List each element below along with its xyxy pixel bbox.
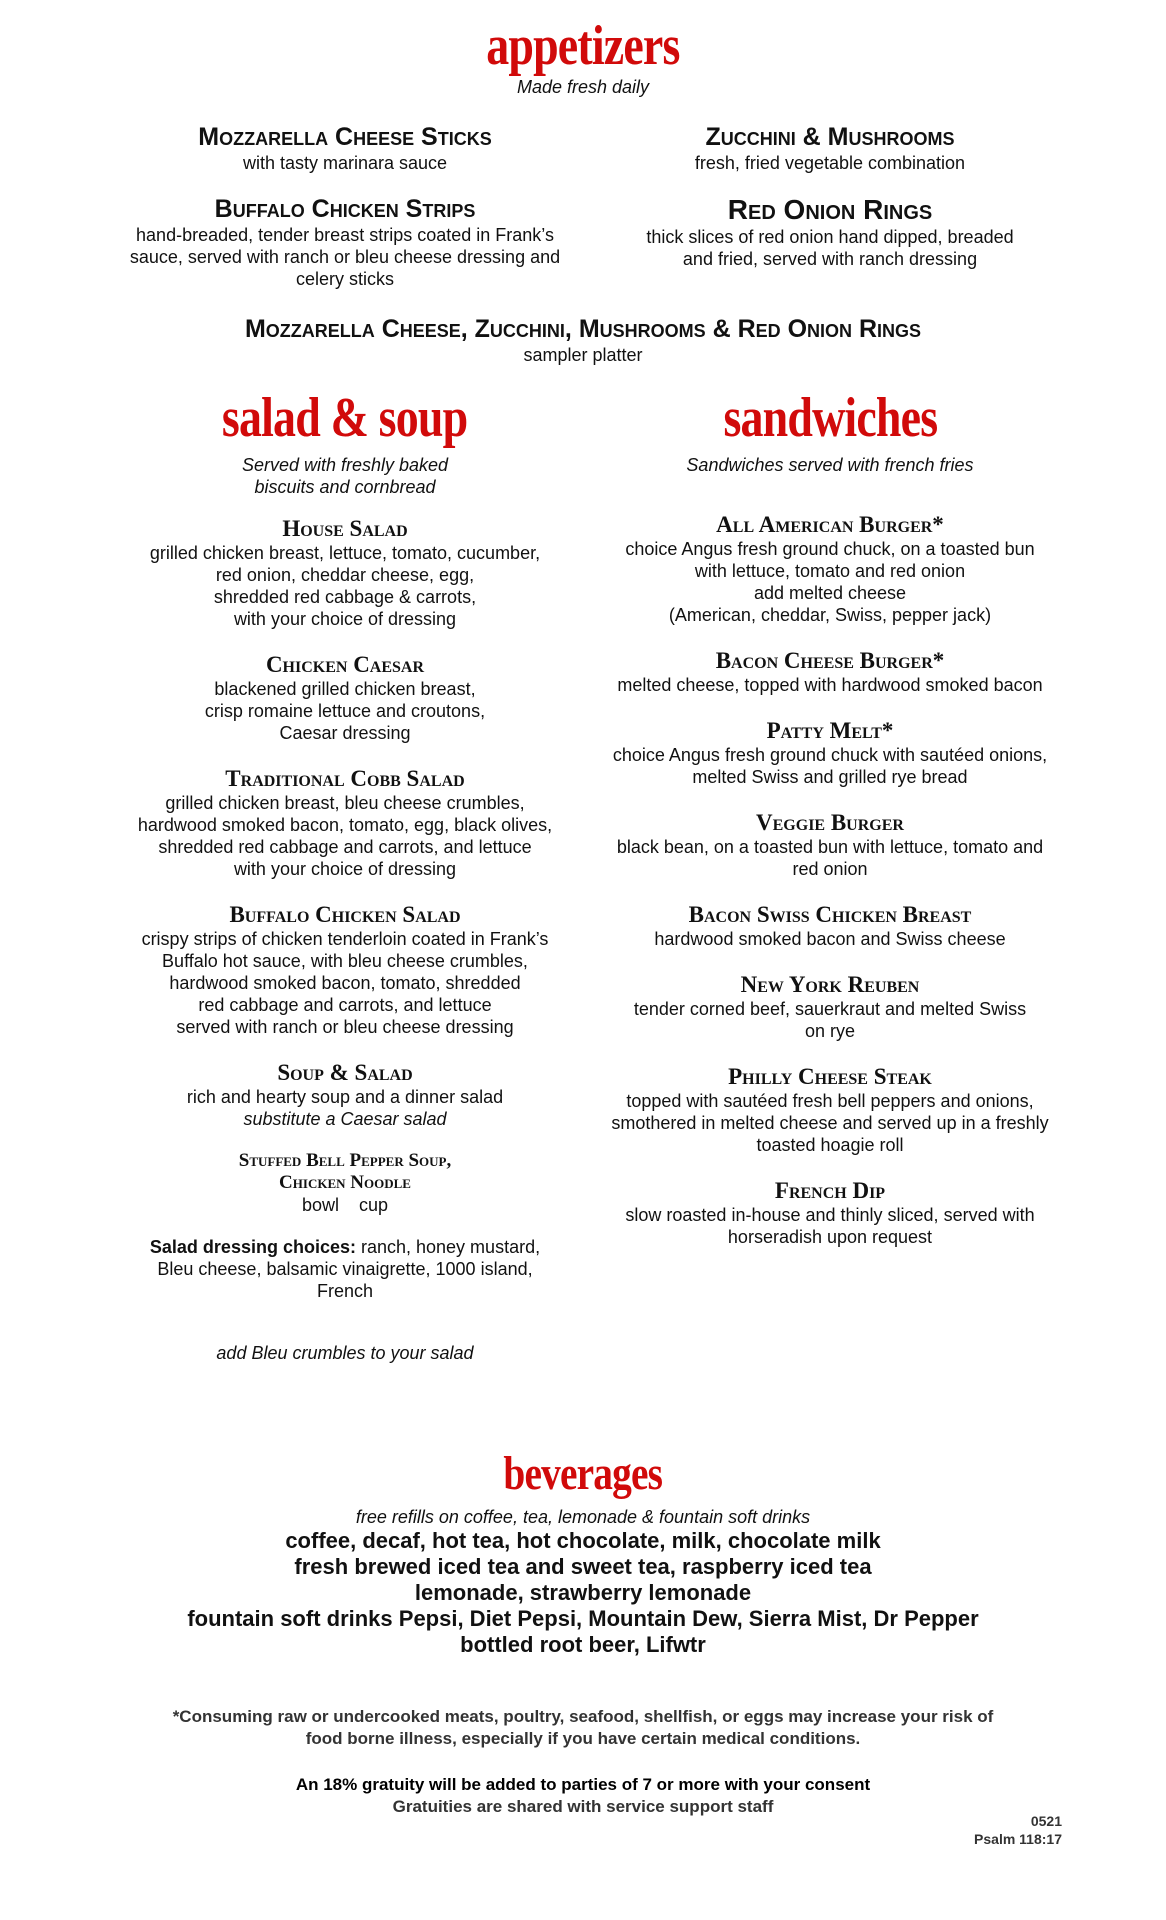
beverages-section xyxy=(0,1447,1166,1658)
item-description: with your choice of dressing xyxy=(233,859,457,879)
item-description: tender corned beef, sauerkraut and melted Swiss xyxy=(633,999,1027,1019)
item-description: red onion, cheddar cheese, egg, xyxy=(215,565,475,585)
item-title: Bacon Swiss Chicken Breast xyxy=(688,902,972,927)
item-description: with tasty marinara sauce xyxy=(242,153,448,173)
menu-code xyxy=(974,1812,1062,1848)
item-description: served with ranch or bleu cheese dressing xyxy=(176,1017,514,1037)
item-title: Philly Cheese Steak xyxy=(728,1064,932,1089)
gratuity-note: An 18% gratuity will be added to parties of 7 or more with your consent xyxy=(295,1775,871,1794)
item-note: substitute a Caesar salad xyxy=(243,1109,447,1129)
item-description: slow roasted in-house and thinly sliced, served with xyxy=(625,1205,1035,1225)
dressing-text: Bleu cheese, balsamic vinaigrette, 1000 island, xyxy=(157,1259,533,1279)
item-description: hardwood smoked bacon and Swiss cheese xyxy=(654,929,1006,949)
item-description: grilled chicken breast, bleu cheese crumbles, xyxy=(165,793,525,813)
item-title: Chicken Noodle xyxy=(279,1172,411,1193)
appetizers-subtitle: Made fresh daily xyxy=(516,77,650,97)
item-title: Buffalo Chicken Strips xyxy=(214,195,476,223)
item-description: add melted cheese xyxy=(753,583,907,603)
item-description: hardwood smoked bacon, tomato, egg, black olives, xyxy=(137,815,553,835)
item-description: Caesar dressing xyxy=(279,723,411,743)
version-code: 0521 xyxy=(1030,1813,1062,1829)
dressing-text: French xyxy=(316,1281,374,1301)
item-title: Soup & Salad xyxy=(277,1060,413,1085)
item-description: grilled chicken breast, lettuce, tomato, cucumber, xyxy=(149,543,541,563)
beverage-line: lemonade, strawberry lemonade xyxy=(414,1580,752,1605)
item-description: horseradish upon request xyxy=(727,1227,933,1247)
item-description: shredded red cabbage & carrots, xyxy=(213,587,477,607)
consumer-warning: *Consuming raw or undercooked meats, poultry, seafood, shellfish, or eggs may increase your risk of xyxy=(172,1707,994,1726)
item-title: Patty Melt* xyxy=(766,718,894,743)
item-title: Red Onion Rings xyxy=(727,194,933,225)
item-description: with your choice of dressing xyxy=(233,609,457,629)
salad-soup-title: salad & soup xyxy=(222,387,468,449)
soups-item xyxy=(110,1150,580,1216)
item-description: blackened grilled chicken breast, xyxy=(214,679,476,699)
dressing-label: Salad dressing choices: xyxy=(149,1237,356,1257)
item-description: melted Swiss and grilled rye bread xyxy=(692,767,968,787)
item-description: red cabbage and carrots, and lettuce xyxy=(198,995,492,1015)
item-description: melted cheese, topped with hardwood smoked bacon xyxy=(617,675,1043,695)
salad-soup-column xyxy=(110,387,580,1364)
item-description: crisp romaine lettuce and croutons, xyxy=(204,701,486,721)
menu-item xyxy=(594,902,1066,950)
menu-item xyxy=(110,652,580,744)
item-description: toasted hoagie roll xyxy=(756,1135,904,1155)
sampler-platter xyxy=(0,314,1166,366)
item-description: shredded red cabbage and carrots, and lettuce xyxy=(158,837,532,857)
sandwiches-subtitle: Sandwiches served with french fries xyxy=(686,455,974,475)
sandwiches-title: sandwiches xyxy=(723,387,937,449)
item-description: choice Angus fresh ground chuck, on a toasted bun xyxy=(625,539,1035,559)
menu-item xyxy=(594,1064,1066,1156)
item-title: New York Reuben xyxy=(740,972,920,997)
item-description: thick slices of red onion hand dipped, breaded and fried, served with ranch dressing xyxy=(646,227,1014,269)
item-title: Traditional Cobb Salad xyxy=(225,766,465,791)
beverage-line: coffee, decaf, hot tea, hot chocolate, milk, chocolate milk xyxy=(285,1528,881,1553)
addon-note: add Bleu crumbles to your salad xyxy=(216,1343,474,1363)
item-description: (American, cheddar, Swiss, pepper jack) xyxy=(668,605,992,625)
item-description: black bean, on a toasted bun with lettuce, tomato and xyxy=(616,837,1044,857)
item-title: All American Burger* xyxy=(716,512,944,537)
sandwiches-column xyxy=(594,387,1066,1248)
appetizers-title: appetizers xyxy=(486,15,680,77)
item-description: fresh, fried vegetable combination xyxy=(694,153,966,173)
footer-notes xyxy=(0,1706,1166,1818)
menu-item xyxy=(594,648,1066,696)
menu-item xyxy=(110,766,580,880)
menu-item xyxy=(594,810,1066,880)
item-title: Chicken Caesar xyxy=(265,652,425,677)
item-description: choice Angus fresh ground chuck with sautéed onions, xyxy=(612,745,1048,765)
appetizers-left-column xyxy=(110,122,580,290)
item-description: crispy strips of chicken tenderloin coated in Frank’s xyxy=(141,929,549,949)
item-description: Buffalo hot sauce, with bleu cheese crumbles, xyxy=(162,951,528,971)
appetizers-right-column xyxy=(600,122,1060,270)
salad-soup-subtitle: Served with freshly baked xyxy=(241,455,449,475)
soup-sizes: bowl cup xyxy=(301,1195,389,1215)
item-description: hardwood smoked bacon, tomato, shredded xyxy=(169,973,521,993)
menu-item xyxy=(110,1060,580,1130)
item-title: Stuffed Bell Pepper Soup, xyxy=(238,1150,452,1171)
dressing-text: ranch, honey mustard, xyxy=(355,1237,541,1257)
item-title: Mozzarella Cheese Sticks xyxy=(198,123,492,151)
menu-item xyxy=(110,516,580,630)
psalm-reference: Psalm 118:17 xyxy=(974,1831,1062,1847)
item-description: on rye xyxy=(804,1021,856,1041)
salad-soup-subtitle: biscuits and cornbread xyxy=(254,477,436,497)
beverage-line: bottled root beer, Lifwtr xyxy=(460,1632,706,1657)
item-description: with lettuce, tomato and red onion xyxy=(694,561,966,581)
gratuity-shared-note: Gratuities are shared with service support staff xyxy=(392,1797,774,1816)
menu-item xyxy=(594,512,1066,626)
dressing-choices xyxy=(110,1236,580,1302)
item-title: House Salad xyxy=(282,516,408,541)
item-description: red onion xyxy=(792,859,868,879)
menu-item xyxy=(110,902,580,1038)
item-description: sampler platter xyxy=(523,345,643,365)
item-title: Veggie Burger xyxy=(756,810,904,835)
menu-item xyxy=(594,972,1066,1042)
item-title: French Dip xyxy=(774,1178,886,1203)
menu-item xyxy=(594,718,1066,788)
item-description: smothered in melted cheese and served up in a freshly xyxy=(611,1113,1049,1133)
beverage-line: fountain soft drinks Pepsi, Diet Pepsi, Mountain Dew, Sierra Mist, Dr Pepper xyxy=(187,1606,979,1631)
item-title: Mozzarella Cheese, Zucchini, Mushrooms & Red Onion Rings xyxy=(244,315,922,343)
item-title: Buffalo Chicken Salad xyxy=(229,902,461,927)
consumer-warning: food borne illness, especially if you have certain medical conditions. xyxy=(305,1729,861,1748)
beverages-subtitle: free refills on coffee, tea, lemonade & fountain soft drinks xyxy=(355,1507,811,1527)
item-description: topped with sautéed fresh bell peppers and onions, xyxy=(626,1091,1034,1111)
beverage-line: fresh brewed iced tea and sweet tea, raspberry iced tea xyxy=(294,1554,872,1579)
item-description: hand-breaded, tender breast strips coated in Frank’s sauce, served with ranch or bleu cheese dressing and celery sticks xyxy=(129,225,561,289)
item-title: Bacon Cheese Burger* xyxy=(715,648,945,673)
appetizers-header xyxy=(0,15,1166,98)
item-description: rich and hearty soup and a dinner salad xyxy=(186,1087,504,1107)
item-title: Zucchini & Mushrooms xyxy=(705,123,955,151)
beverages-title: beverages xyxy=(503,1447,663,1500)
menu-item xyxy=(594,1178,1066,1248)
